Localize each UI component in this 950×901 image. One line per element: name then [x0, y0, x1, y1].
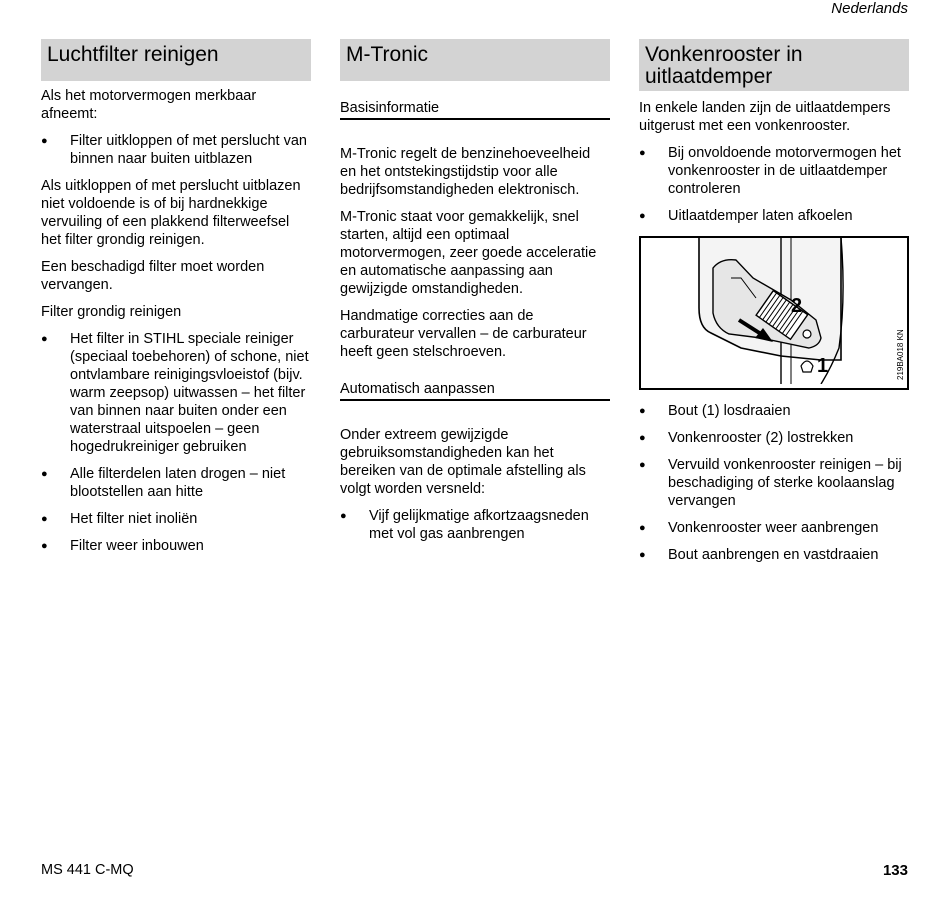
- paragraph: M-Tronic regelt de benzinehoeveelheid en het ontstekingstijdstip voor alle bedrijfsomstandigheden elektronisch.: [340, 146, 591, 198]
- list-item: [41, 510, 311, 528]
- list-item-text: Filter weer inbouwen: [70, 538, 204, 554]
- list-item-text: Alle filterdelen laten drogen – niet blootstellen aan hitte: [70, 466, 286, 500]
- list-item-text: Vervuild vonkenrooster reinigen – bij beschadiging of sterke koolaanslag vervangen: [668, 457, 902, 509]
- list-item-text: Uitlaatdemper laten afkoelen: [668, 208, 853, 224]
- list-item-text: Vijf gelijkmatige afkortzaagsneden met vol gas aanbrengen: [369, 508, 589, 542]
- muffler-drawing: [641, 238, 907, 384]
- list-item: [639, 519, 909, 537]
- list-item: [639, 207, 909, 225]
- bullet-icon: ●: [639, 147, 646, 159]
- subsection-title-auto-adjust: Automatisch aanpassen: [340, 380, 610, 401]
- list-item: [639, 456, 909, 510]
- list-item: [340, 507, 610, 543]
- list-item-text: Filter uitkloppen of met perslucht van binnen naar buiten uitblazen: [70, 133, 307, 167]
- section-title-spark-arrester: Vonkenrooster in uitlaatdemper: [639, 39, 909, 91]
- column-air-filter: [41, 39, 311, 555]
- figure-code: 219BA018 KN: [896, 329, 905, 380]
- section-title-m-tronic: M-Tronic: [340, 39, 610, 81]
- list-item-text: Het filter niet inoliën: [70, 511, 198, 527]
- section-title-air-filter: Luchtfilter reinigen: [41, 39, 311, 81]
- list-item: [41, 465, 311, 501]
- bullet-icon: ●: [41, 135, 48, 147]
- list-item: [639, 402, 909, 420]
- bullet-icon: ●: [639, 549, 646, 561]
- model-name: MS 441 C-MQ: [41, 862, 134, 878]
- bullet-icon: ●: [639, 459, 646, 471]
- paragraph: Als uitkloppen of met perslucht uitblazen niet voldoende is of bij hardnekkige vervuiling of een plakkend filterweefsel het filter grondig reinigen.: [41, 178, 301, 248]
- column-m-tronic: [340, 39, 610, 543]
- bullet-icon: ●: [639, 432, 646, 444]
- list-item: [639, 429, 909, 447]
- bullet-icon: ●: [41, 468, 48, 480]
- bullet-icon: ●: [639, 210, 646, 222]
- figure-label-2: 2: [791, 295, 803, 317]
- intro-text: Als het motorvermogen merkbaar afneemt:: [41, 88, 257, 122]
- list-item-text: Vonkenrooster (2) lostrekken: [668, 430, 854, 446]
- spark-arrester-illustration: [639, 236, 909, 390]
- bullet-icon: ●: [41, 333, 48, 345]
- bullet-icon: ●: [41, 540, 48, 552]
- paragraph: Een beschadigd filter moet worden vervangen.: [41, 259, 265, 293]
- list-item: [41, 330, 311, 456]
- paragraph: Handmatige correcties aan de carburateur vervallen – de carburateur heeft geen stelschroeven.: [340, 308, 587, 360]
- page-number: 133: [882, 862, 908, 879]
- list-item-text: Vonkenrooster weer aanbrengen: [668, 520, 879, 536]
- intro-text: In enkele landen zijn de uitlaatdempers uitgerust met een vonkenrooster.: [639, 100, 891, 134]
- bullet-icon: ●: [639, 405, 646, 417]
- bullet-icon: ●: [340, 510, 347, 522]
- column-spark-arrester: [639, 39, 909, 564]
- bullet-icon: ●: [41, 513, 48, 525]
- subsection-title-basic-info: Basisinformatie: [340, 99, 610, 120]
- list-item-text: Bout (1) losdraaien: [668, 403, 791, 419]
- list-item: [639, 546, 909, 564]
- list-item-text: Bij onvoldoende motorvermogen het vonkenrooster in de uitlaatdemper controleren: [668, 145, 901, 197]
- list-item: [41, 537, 311, 555]
- list-item-text: Bout aanbrengen en vastdraaien: [668, 547, 879, 563]
- list-item: [41, 132, 311, 168]
- bullet-icon: ●: [639, 522, 646, 534]
- subsection-title: Filter grondig reinigen: [41, 304, 182, 320]
- figure-label-1: 1: [817, 355, 829, 377]
- paragraph: Onder extreem gewijzigde gebruiksomstandigheden kan het bereiken van de optimale afstelling als volgt worden versneld:: [340, 427, 586, 497]
- list-item-text: Het filter in STIHL speciale reiniger (speciaal toebehoren) of schone, niet ontvlambare reinigingsvloeistof (bijv. warm zeepsop) uitwassen – het filter van binnen naar buiten onder een waterstraal uitspoelen – geen hogedrukreiniger gebruiken: [70, 331, 309, 455]
- paragraph: M-Tronic staat voor gemakkelijk, snel starten, altijd een optimaal motorvermogen, zeer goede acceleratie en automatische aanpassing aan gewijzigde omstandigheden.: [340, 209, 597, 297]
- list-item: [639, 144, 909, 198]
- language-label: Nederlands: [831, 0, 908, 17]
